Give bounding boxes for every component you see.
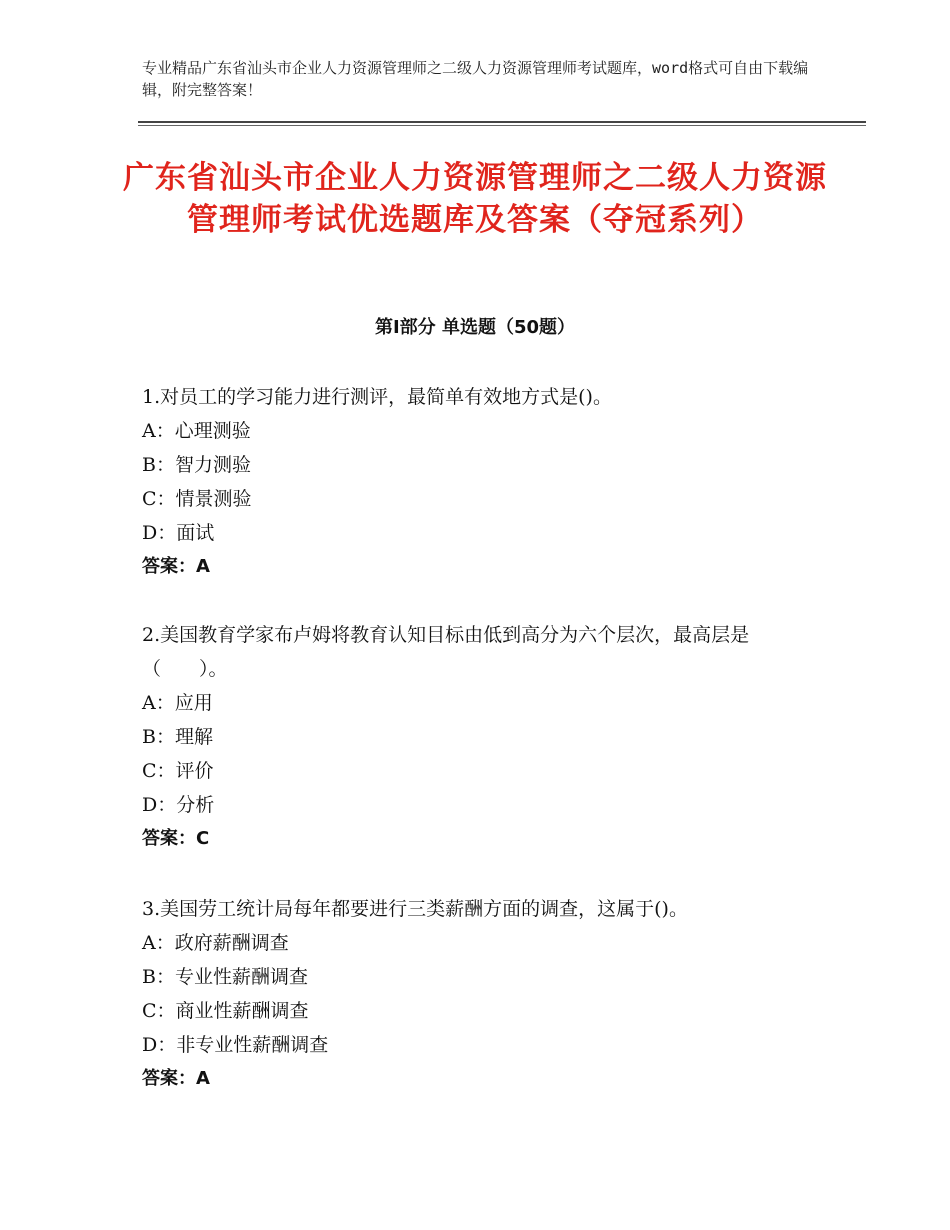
option-a: A：心理测验 — [142, 420, 251, 442]
answer: 答案：A — [142, 1068, 210, 1089]
header-divider-thick — [138, 121, 866, 123]
question-3 — [142, 892, 812, 1096]
option-b: B：理解 — [142, 726, 213, 748]
option-b: B：智力测验 — [142, 454, 251, 476]
question-stem: 2.美国教育学家布卢姆将教育认知目标由低到高分为六个层次，最高层是（ ）。 — [142, 624, 750, 680]
option-c: C：商业性薪酬调查 — [142, 1000, 309, 1022]
question-2 — [142, 618, 812, 856]
header-divider-thin — [138, 125, 866, 126]
answer: 答案：A — [142, 556, 210, 577]
section-heading: 第Ⅰ部分 单选题（50题） — [374, 317, 575, 338]
option-a: A：政府薪酬调查 — [142, 932, 289, 954]
option-c: C：情景测验 — [142, 488, 252, 510]
question-stem: 3.美国劳工统计局每年都要进行三类薪酬方面的调查，这属于()。 — [142, 898, 688, 920]
document-title: 广东省汕头市企业人力资源管理师之二级人力资源管理师考试优选题库及答案（夺冠系列） — [123, 160, 827, 238]
option-d: D：非专业性薪酬调查 — [142, 1034, 329, 1056]
option-d: D：分析 — [142, 794, 215, 816]
answer: 答案：C — [142, 828, 210, 849]
option-b: B：专业性薪酬调查 — [142, 966, 308, 988]
question-stem: 1.对员工的学习能力进行测评，最简单有效地方式是()。 — [142, 386, 612, 408]
header-note: 专业精品广东省汕头市企业人力资源管理师之二级人力资源管理师考试题库，word格式可自由下载编辑，附完整答案！ — [142, 59, 809, 99]
question-1 — [142, 380, 812, 584]
option-a: A：应用 — [142, 692, 213, 714]
option-d: D：面试 — [142, 522, 215, 544]
option-c: C：评价 — [142, 760, 214, 782]
